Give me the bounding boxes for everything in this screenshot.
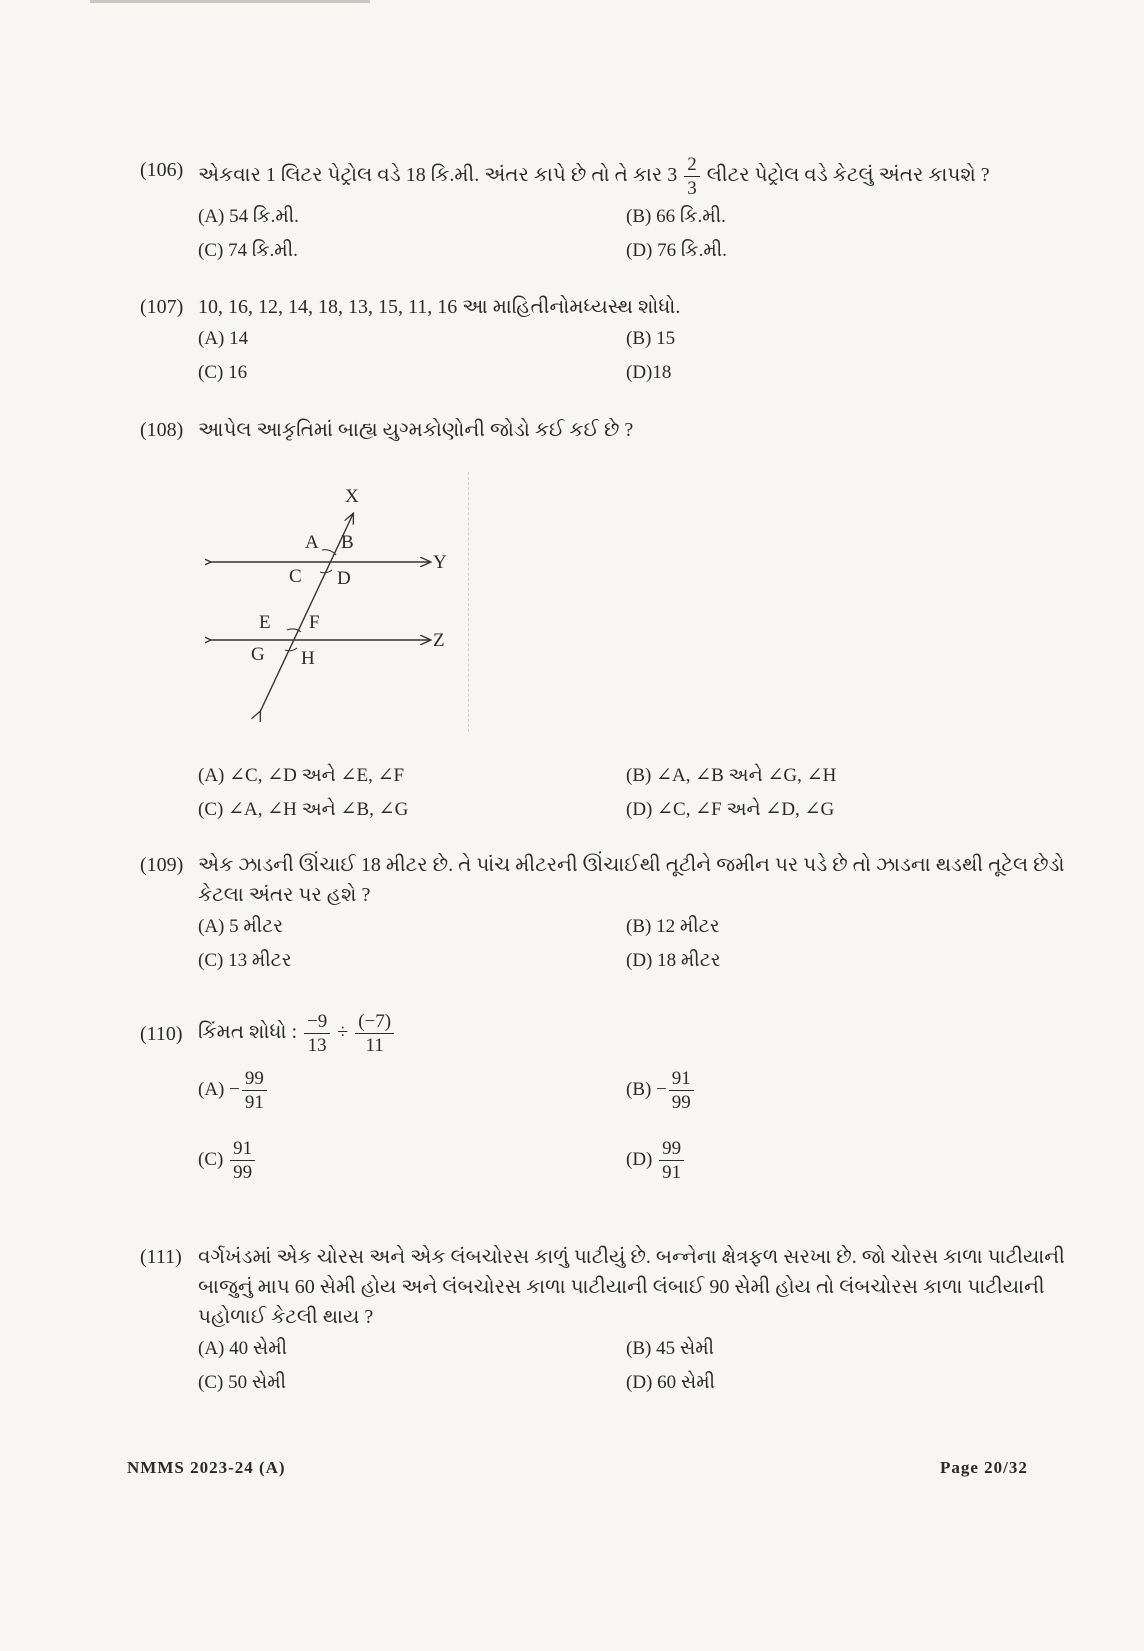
question-109	[140, 850, 1070, 971]
question-text: વર્ગખંડમાં એક ચોરસ અને એક લંબચોરસ કાળું પાટીયું છે. બન્નેના ક્ષેત્રફળ સરખા છે. જો ચોરસ કાળા પાટીયાની બાજુનું માપ 60 સેમી હોય અને લંબચોરસ કાળા પાટીયાની લંબાઈ 90 સેમી હોય તો લંબચોરસ કાળા પાટીયાની પહોળાઈ કેટલી થાય ?	[198, 1246, 1065, 1328]
question-number: (108)	[140, 419, 184, 441]
question-111	[140, 1242, 1070, 1393]
label-z: Z	[433, 630, 445, 651]
question-number: (107)	[140, 296, 184, 318]
option-d[interactable]: (D) 18 મીટર	[626, 950, 721, 971]
fraction-denominator: 3	[687, 178, 697, 199]
option-d[interactable]: (D)18	[626, 362, 672, 383]
label-b: B	[341, 532, 354, 553]
option-c[interactable]: (C) $\frac{91}{99}$	[198, 1139, 257, 1182]
option-b[interactable]: (B) ∠A, ∠B અને ∠G, ∠H	[626, 765, 837, 786]
top-rule	[90, 0, 370, 3]
option-b[interactable]: (B) 15	[626, 328, 676, 349]
question-text-part2: લીટર પેટ્રોલ વડે કેટલું અંતર કાપશે ?	[706, 164, 990, 187]
option-c[interactable]: (C) 50 સેમી	[198, 1372, 287, 1393]
option-c[interactable]: (C) 16	[198, 362, 248, 383]
label-c: C	[289, 566, 302, 587]
question-text-part1: એકવાર 1 લિટર પેટ્રોલ વડે 18 કિ.મી. અંતર કાપે છે તો તે કાર 3	[198, 164, 678, 187]
question-number: (111)	[140, 1246, 182, 1268]
fraction-1: $\frac{-9}{13}$	[304, 1012, 330, 1055]
label-d: D	[337, 568, 351, 589]
option-a[interactable]: (A) 40 સેમી	[198, 1338, 288, 1359]
label-h: H	[301, 648, 315, 669]
divide-operator: ÷	[337, 1021, 349, 1044]
label-x: X	[345, 486, 359, 507]
option-a[interactable]: (A) 14	[198, 328, 249, 349]
question-text: એક ઝાડની ઊંચાઈ 18 મીટર છે. તે પાંચ મીટરની ઊંચાઈથી તૂટીને જમીન પર પડે છે તો ઝાડના થડથી તૂટેલ છેડો કેટલા અંતર પર હશે ?	[198, 854, 1065, 906]
parallel-lines-figure	[205, 482, 475, 722]
question-number: (109)	[140, 854, 184, 876]
option-a[interactable]: (A) − $\frac{99}{91}$	[198, 1069, 269, 1112]
fraction-numerator: 2	[684, 155, 700, 177]
label-y: Y	[433, 552, 447, 573]
fraction	[684, 155, 700, 198]
option-a[interactable]: (A) ∠C, ∠D અને ∠E, ∠F	[198, 765, 405, 786]
option-b[interactable]: (B) 66 કિ.મી.	[626, 206, 726, 227]
question-110	[140, 1011, 1070, 1183]
question-text	[140, 155, 1070, 198]
option-b[interactable]: (B) 12 મીટર	[626, 916, 720, 937]
label-g: G	[251, 644, 265, 665]
question-108	[140, 415, 1070, 445]
option-d[interactable]: (D) $\frac{99}{91}$	[626, 1139, 686, 1182]
fraction-2: $\frac{(-7)}{11}$	[355, 1012, 394, 1055]
option-c[interactable]: (C) 74 કિ.મી.	[198, 240, 298, 261]
option-a[interactable]: (A) 5 મીટર	[198, 916, 284, 937]
option-c[interactable]: (C) ∠A, ∠H અને ∠B, ∠G	[198, 799, 409, 820]
footer-page-number: Page 20/32	[940, 1458, 1028, 1477]
label-e: E	[259, 612, 271, 633]
option-d[interactable]: (D) 60 સેમી	[626, 1372, 716, 1393]
label-a: A	[305, 532, 319, 553]
option-b[interactable]: (B) − $\frac{91}{99}$	[626, 1069, 696, 1112]
question-text: 10, 16, 12, 14, 18, 13, 15, 11, 16 આ માહિતીનોમધ્યસ્થ શોધો.	[198, 296, 681, 318]
question-number: (106)	[140, 159, 184, 181]
question-text: કિંમત શોધો :	[198, 1021, 297, 1044]
question-text: આપેલ આકૃતિમાં બાહ્ય યુગ્મકોણોની જોડો કઈ કઈ છે ?	[198, 419, 634, 441]
question-number: (110)	[140, 1022, 183, 1045]
question-107	[140, 292, 1070, 383]
footer-exam-code: NMMS 2023-24 (A)	[127, 1458, 286, 1477]
question-106	[140, 154, 1070, 261]
option-b[interactable]: (B) 45 સેમી	[626, 1338, 715, 1359]
option-a[interactable]: (A) 54 કિ.મી.	[198, 206, 299, 227]
option-d[interactable]: (D) ∠C, ∠F અને ∠D, ∠G	[626, 799, 835, 820]
label-f: F	[309, 612, 320, 633]
option-c[interactable]: (C) 13 મીટર	[198, 950, 292, 971]
option-d[interactable]: (D) 76 કિ.મી.	[626, 240, 727, 261]
